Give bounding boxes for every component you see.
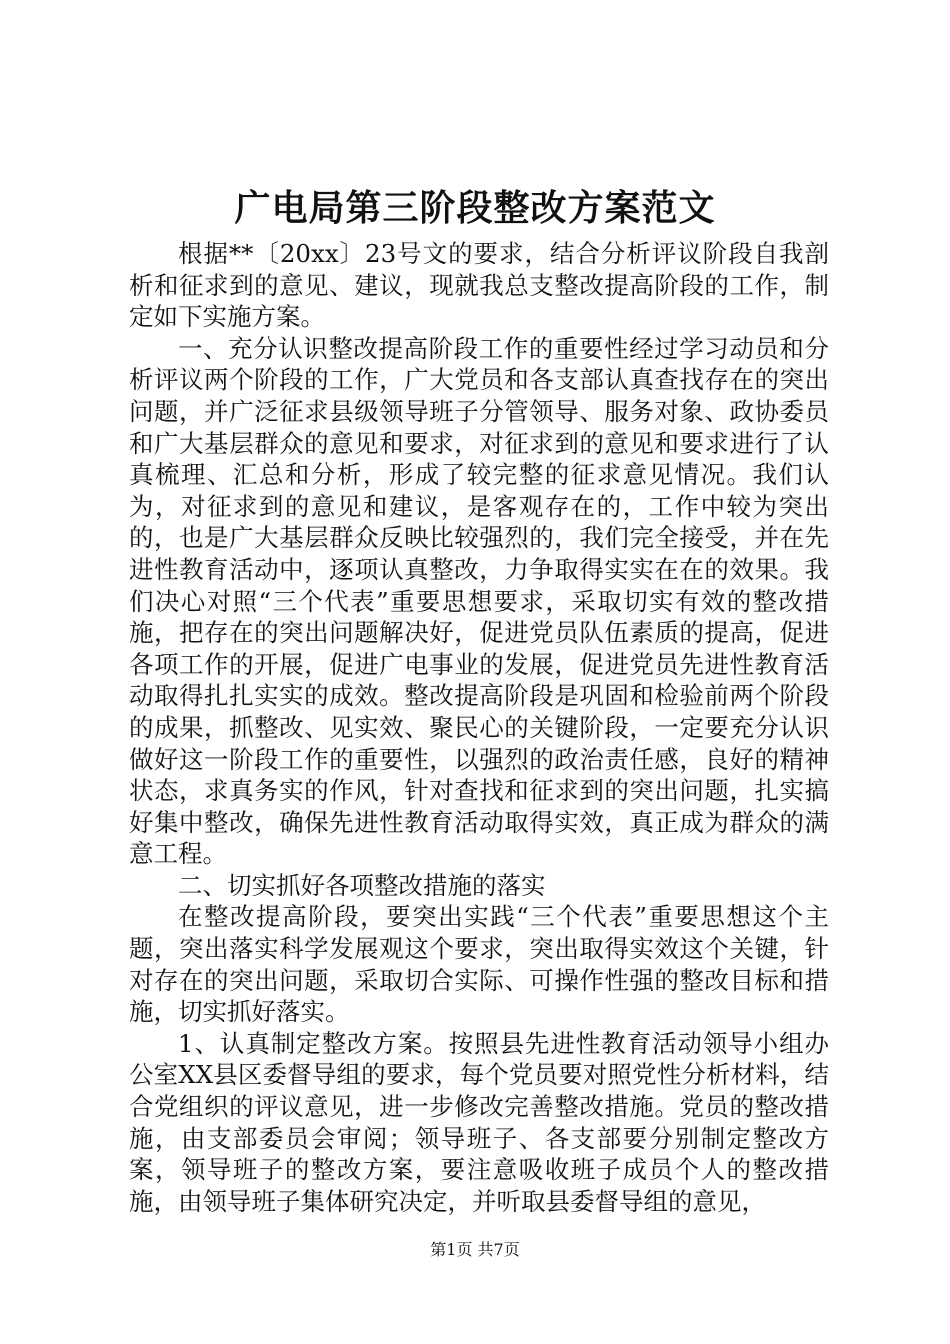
paragraph-intro: 根据**〔20xx〕23号文的要求，结合分析评议阶段自我剖析和征求到的意见、建议，现就我总支整改提高阶段的工作，制定如下实施方案。 xyxy=(129,239,829,332)
document-title: 广电局第三阶段整改方案范文 xyxy=(234,187,716,229)
section-heading-two: 二、切实抓好各项整改措施的落实 xyxy=(178,870,546,900)
paragraph-section-two: 在整改提高阶段，要突出实践“三个代表”重要思想这个主题，突出落实科学发展观这个要求，突出取得实效这个关键，针对存在的突出问题，采取切合实际、可操作性强的整改目标和措施，切实抓好落实。 xyxy=(129,902,829,1027)
paragraph-item-one: 1、认真制定整改方案。按照县先进性教育活动领导小组办公室XX县区委督导组的要求，每个党员要对照党性分析材料，结合党组织的评议意见，进一步修改完善整改措施。党员的整改措施，由支部委员会审阅；领导班子、各支部要分别制定整改方案，领导班子的整改方案，要注意吸收班子成员个人的整改措施，由领导班子集体研究决定，并听取县委督导组的意见， xyxy=(129,1028,829,1216)
paragraph-section-one: 一、充分认识整改提高阶段工作的重要性经过学习动员和分析评议两个阶段的工作，广大党员和各支部认真查找存在的突出问题，并广泛征求县级领导班子分管领导、服务对象、政协委员和广大基层群众的意见和要求，对征求到的意见和要求进行了认真梳理、汇总和分析，形成了较完整的征求意见情况。我们认为，对征求到的意见和建议，是客观存在的，工作中较为突出的，也是广大基层群众反映比较强烈的，我们完全接受，并在先进性教育活动中，逐项认真整改，力争取得实实在在的效果。我们决心对照“三个代表”重要思想要求，采取切实有效的整改措施，把存在的突出问题解决好，促进党员队伍素质的提高，促进各项工作的开展，促进广电事业的发展，促进党员先进性教育活动取得扎扎实实的成效。整改提高阶段是巩固和检验前两个阶段的成果，抓整改、见实效、聚民心的关键阶段，一定要充分认识做好这一阶段工作的重要性，以强烈的政治责任感，良好的精神状态，求真务实的作风，针对查找和征求到的突出问题，扎实搞好集中整改，确保先进性教育活动取得实效，真正成为群众的满意工程。 xyxy=(129,333,829,869)
document-body xyxy=(129,238,829,1217)
page-number-footer: 第1页 共7页 xyxy=(430,1240,520,1259)
